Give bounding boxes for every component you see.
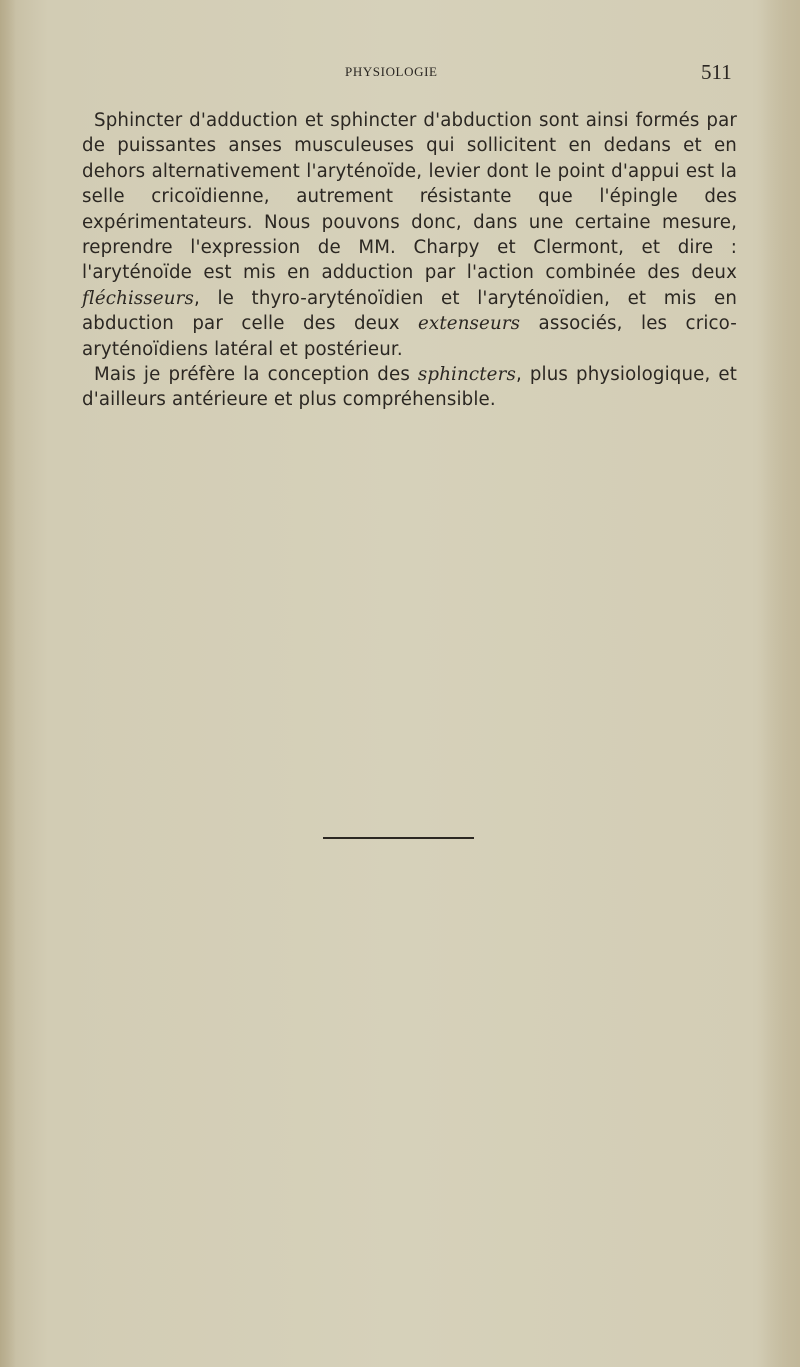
paragraph-1-text-b: , le thyro-aryténoïdien et l'aryténoïdien, et mis en abduction par celle des deux bbox=[82, 287, 737, 335]
section-end-rule bbox=[323, 837, 474, 839]
page-shadow-right bbox=[760, 0, 800, 1367]
paragraph-2 bbox=[82, 362, 737, 413]
paragraph-1-text-c: associés, les crico-aryténoïdiens latéral et postérieur. bbox=[82, 313, 737, 360]
term-flechisseurs: fléchisseurs bbox=[82, 287, 194, 309]
paragraph-2-text-b: , plus physiologique, et d'ailleurs antérieure et plus compréhensible. bbox=[82, 364, 738, 411]
paragraph-2-text-a: Mais je préfère la conception des bbox=[94, 364, 418, 386]
term-sphincters: sphincters bbox=[417, 364, 516, 386]
body-text bbox=[82, 108, 737, 413]
term-extenseurs: extenseurs bbox=[418, 313, 521, 335]
page-shadow-left bbox=[0, 0, 16, 1367]
paragraph-1 bbox=[82, 108, 737, 362]
page-number: 511 bbox=[701, 60, 732, 84]
paragraph-1-text-a: Sphincter d'adduction et sphincter d'abduction sont ainsi formés par de puissantes anses musculeuses qui sollicitent en dedans et en dehors alternativement l'aryténoïde, levier dont le point d'appui est la selle cricoïdienne, autrement résistante que l'épingle des expérimentateurs. Nous pouvons donc, dans une certaine mesure, reprendre l'expression de MM. Charpy et Clermont, et dire : l'aryténoïde est mis en adduction par l'action combinée des deux bbox=[82, 110, 737, 284]
running-title: PHYSIOLOGIE bbox=[345, 64, 438, 79]
